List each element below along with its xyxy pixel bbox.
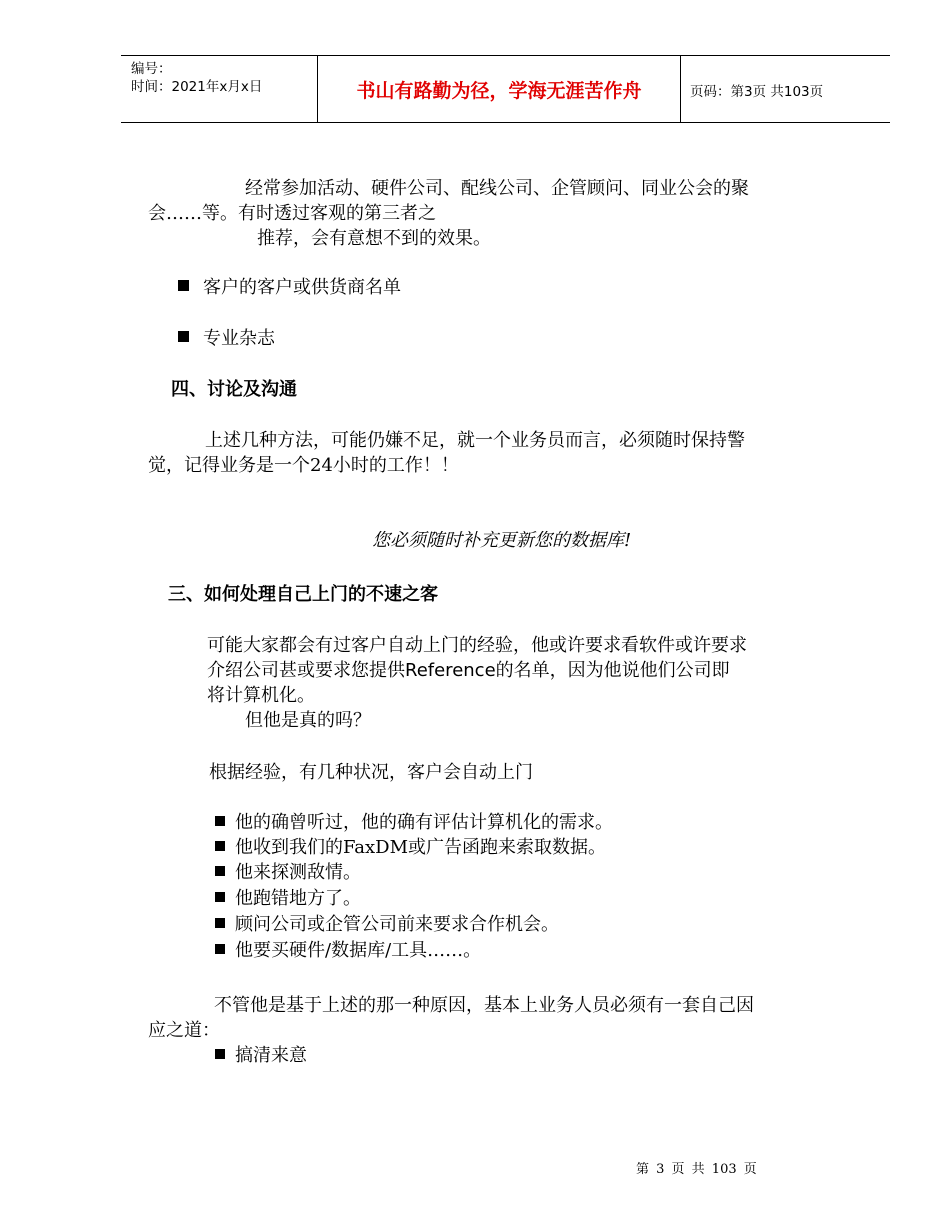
section-heading-4: 四、讨论及沟通: [171, 379, 297, 400]
page-footer: 第 3 页 共 103 页: [636, 1162, 757, 1177]
square-bullet-icon: [178, 280, 189, 291]
section-heading-3: 三、如何处理自己上门的不速之客: [168, 584, 438, 605]
situation-item: [215, 810, 613, 835]
bullet-item-clarify-intent: [215, 1043, 307, 1068]
square-bullet-icon: [215, 816, 225, 826]
bullet-item-customer-list: [178, 275, 401, 300]
para3-line2-text-a: 介绍公司甚或要求您提供: [207, 660, 405, 681]
para2-line1: 上述几种方法，可能仍嫌不足，就一个业务员而言，必须随时保持警: [205, 430, 745, 451]
para4: 根据经验，有几种状况，客户会自动上门: [209, 762, 533, 783]
square-bullet-icon: [178, 331, 189, 342]
situation-label: 他来探测敌情。: [235, 862, 361, 883]
para5-line1: 不管他是基于上述的那一种原因，基本上业务人员必须有一套自己因: [214, 995, 754, 1016]
situation-item: [215, 860, 361, 885]
situation-label: 他要买硬件/数据库/工具……。: [235, 940, 482, 961]
situation-label: 他的确曾听过，他的确有评估计算机化的需求。: [235, 812, 613, 833]
para3-line3: 将计算机化。: [207, 685, 315, 706]
para5-line2: 应之道：: [148, 1020, 220, 1041]
para3-line2-text-b: 的名单，因为他说他们公司即: [495, 660, 730, 681]
bullet-item-label: 搞清来意: [235, 1045, 307, 1066]
reference-word: Reference: [405, 660, 496, 681]
para1-line1: 经常参加活动、硬件公司、配线公司、企管顾问、同业公会的聚: [245, 178, 749, 199]
para3-line4: 但他是真的吗？: [245, 710, 371, 731]
square-bullet-icon: [215, 944, 225, 954]
para1-line3: 推荐，会有意想不到的效果。: [257, 228, 491, 249]
bullet-item-label: 客户的客户或供货商名单: [203, 277, 401, 298]
square-bullet-icon: [215, 1049, 225, 1059]
situation-label: 顾问公司或企管公司前来要求合作机会。: [235, 914, 559, 935]
header-page-info: 页码：第3页 共103页: [690, 84, 824, 100]
square-bullet-icon: [215, 892, 225, 902]
square-bullet-icon: [215, 918, 225, 928]
header-time-label: 时间：2021年x月x日: [131, 79, 263, 95]
header-motto: 书山有路勤为径，学海无涯苦作舟: [356, 80, 642, 102]
header-meta: [131, 60, 262, 96]
para2-line2: 觉，记得业务是一个24小时的工作！！: [148, 455, 459, 476]
situation-item: [215, 912, 559, 937]
situation-item: [215, 938, 481, 963]
italic-note: 您必须随时补充更新您的数据库!: [372, 530, 632, 551]
situation-item: [215, 835, 606, 860]
square-bullet-icon: [215, 841, 225, 851]
bullet-item-magazines: [178, 326, 275, 351]
header-divider-right: [680, 56, 681, 122]
situation-item: [215, 886, 361, 911]
bullet-item-label: 专业杂志: [203, 328, 275, 349]
page-header: [121, 55, 890, 123]
para3-line1: 可能大家都会有过客户自动上门的经验，他或许要求看软件或许要求: [207, 635, 747, 656]
header-code-label: 编号：: [131, 61, 172, 77]
para3-line2: [207, 658, 730, 683]
para1-line2: 会……等。有时透过客观的第三者之: [148, 203, 436, 224]
situation-label: 他跑错地方了。: [235, 888, 361, 909]
square-bullet-icon: [215, 866, 225, 876]
situation-label: 他收到我们的FaxDM或广告函跑来索取数据。: [235, 837, 607, 858]
